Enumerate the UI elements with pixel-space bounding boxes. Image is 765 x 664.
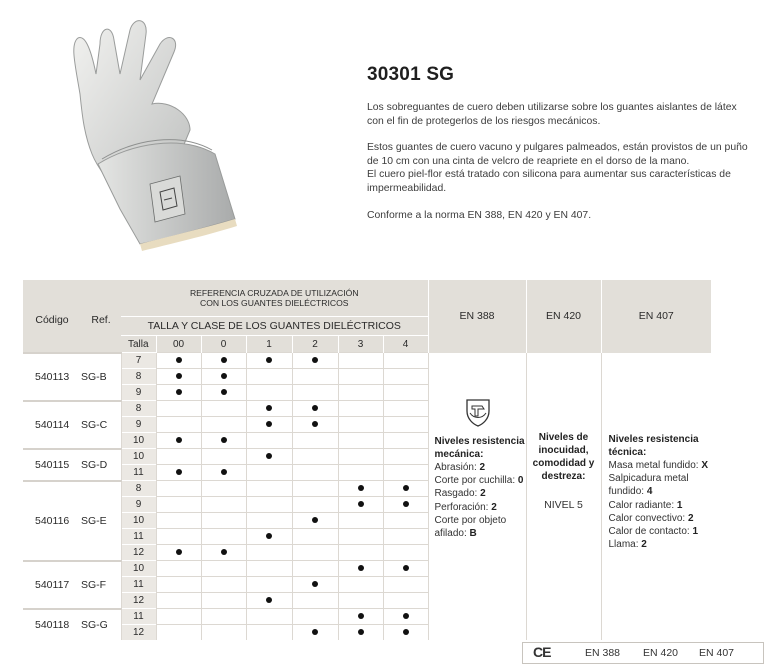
compatibility-dot-icon xyxy=(403,629,409,635)
talla-cell: 9 xyxy=(121,417,156,433)
class-3: 3 xyxy=(338,336,383,353)
class-cell-00 xyxy=(156,401,201,417)
class-cell-00 xyxy=(156,353,201,369)
class-cell-4 xyxy=(383,529,428,545)
class-cell-4 xyxy=(383,417,428,433)
talla-cell: 11 xyxy=(121,529,156,545)
compatibility-dot-icon xyxy=(176,549,182,555)
class-cell-3 xyxy=(338,625,383,641)
class-cell-2 xyxy=(292,577,338,593)
header-en388: EN 388 xyxy=(428,280,526,353)
class-cell-2 xyxy=(292,481,338,497)
en388-item: Rasgado: 2 xyxy=(434,488,486,500)
en388-item: Corte por objeto afilado: B xyxy=(434,514,507,539)
class-cell-2 xyxy=(292,625,338,641)
compatibility-dot-icon xyxy=(358,501,364,507)
talla-cell: 7 xyxy=(121,353,156,369)
class-cell-1 xyxy=(246,497,292,513)
class-2: 2 xyxy=(292,336,338,353)
class-cell-0 xyxy=(201,401,246,417)
talla-cell: 11 xyxy=(121,609,156,625)
class-cell-4 xyxy=(383,433,428,449)
class-cell-4 xyxy=(383,353,428,369)
class-cell-0 xyxy=(201,545,246,561)
class-cell-2 xyxy=(292,529,338,545)
compatibility-dot-icon xyxy=(403,565,409,571)
cross-reference-heading xyxy=(121,280,428,317)
class-cell-4 xyxy=(383,481,428,497)
compatibility-dot-icon xyxy=(403,501,409,507)
class-cell-1 xyxy=(246,609,292,625)
en420-level: NIVEL 5 xyxy=(544,499,583,512)
compatibility-dot-icon xyxy=(221,469,227,475)
class-cell-1 xyxy=(246,385,292,401)
en407-item: Calor radiante: 1 xyxy=(608,499,683,511)
class-cell-4 xyxy=(383,449,428,465)
compatibility-dot-icon xyxy=(358,565,364,571)
glove-product-image xyxy=(40,4,265,259)
footer-norm-en388: EN 388 xyxy=(585,647,621,659)
class-cell-00 xyxy=(156,385,201,401)
compatibility-dot-icon xyxy=(176,389,182,395)
en420-details xyxy=(526,353,601,641)
class-cell-1 xyxy=(246,369,292,385)
certification-footer xyxy=(522,642,764,664)
table-row xyxy=(23,353,711,369)
en407-item: Calor de contacto: 1 xyxy=(608,525,699,537)
description-paragraph-3: El cuero piel-flor está tratado con silicona para aumentar sus características de impermeabilidad. xyxy=(367,169,731,194)
en407-item: Llama: 2 xyxy=(608,539,647,551)
class-cell-4 xyxy=(383,513,428,529)
talla-cell: 12 xyxy=(121,593,156,609)
class-cell-2 xyxy=(292,369,338,385)
class-cell-0 xyxy=(201,353,246,369)
class-cell-00 xyxy=(156,561,201,577)
class-cell-3 xyxy=(338,449,383,465)
compatibility-dot-icon xyxy=(358,629,364,635)
compatibility-dot-icon xyxy=(312,629,318,635)
class-cell-2 xyxy=(292,433,338,449)
en407-item: Calor convectivo: 2 xyxy=(608,512,694,524)
product-ref: SG-B xyxy=(81,353,121,401)
class-cell-2 xyxy=(292,561,338,577)
product-ref: SG-C xyxy=(81,401,121,449)
compatibility-dot-icon xyxy=(312,517,318,523)
class-cell-00 xyxy=(156,481,201,497)
class-cell-3 xyxy=(338,401,383,417)
class-cell-1 xyxy=(246,577,292,593)
en407-heading: Niveles resistencia técnica: xyxy=(608,433,699,458)
class-cell-3 xyxy=(338,545,383,561)
product-ref: SG-F xyxy=(81,561,121,609)
class-cell-3 xyxy=(338,513,383,529)
class-cell-1 xyxy=(246,513,292,529)
compatibility-dot-icon xyxy=(266,405,272,411)
product-code: 540114 xyxy=(23,401,81,449)
compatibility-dot-icon xyxy=(176,437,182,443)
class-cell-1 xyxy=(246,593,292,609)
class-cell-1 xyxy=(246,561,292,577)
description-paragraph-2: Estos guantes de cuero vacuno y pulgares palmeados, están provistos de un puño de 10 cm con una cinta de velcro de reapriete en el dorso de la mano. xyxy=(367,142,748,167)
class-cell-0 xyxy=(201,529,246,545)
class-cell-00 xyxy=(156,625,201,641)
header-ref: Ref. xyxy=(81,280,121,353)
class-cell-0 xyxy=(201,417,246,433)
talla-cell: 8 xyxy=(121,401,156,417)
class-cell-0 xyxy=(201,385,246,401)
talla-cell: 9 xyxy=(121,385,156,401)
class-cell-00 xyxy=(156,529,201,545)
en388-heading: Niveles resistencia mecánica: xyxy=(434,435,525,460)
en407-item: Masa metal fundido: X xyxy=(608,459,709,471)
talla-cell: 12 xyxy=(121,545,156,561)
class-cell-2 xyxy=(292,545,338,561)
class-cell-4 xyxy=(383,609,428,625)
class-cell-1 xyxy=(246,401,292,417)
class-cell-0 xyxy=(201,449,246,465)
class-1: 1 xyxy=(246,336,292,353)
compatibility-dot-icon xyxy=(176,373,182,379)
class-cell-4 xyxy=(383,465,428,481)
en388-item: Abrasión: 2 xyxy=(434,461,486,473)
class-cell-2 xyxy=(292,497,338,513)
class-cell-3 xyxy=(338,369,383,385)
class-cell-00 xyxy=(156,545,201,561)
class-cell-00 xyxy=(156,593,201,609)
talla-cell: 12 xyxy=(121,625,156,641)
header-codigo: Código xyxy=(23,280,81,353)
class-cell-4 xyxy=(383,577,428,593)
class-4: 4 xyxy=(383,336,428,353)
class-cell-3 xyxy=(338,529,383,545)
compatibility-dot-icon xyxy=(312,581,318,587)
compatibility-dot-icon xyxy=(176,357,182,363)
class-cell-1 xyxy=(246,449,292,465)
class-cell-3 xyxy=(338,385,383,401)
product-code: 540116 xyxy=(23,481,81,561)
product-code: 540113 xyxy=(23,353,81,401)
talla-cell: 10 xyxy=(121,513,156,529)
class-cell-3 xyxy=(338,561,383,577)
en420-heading: Niveles de inocuidad, comodidad y destreza: xyxy=(532,431,595,483)
talla-cell: 8 xyxy=(121,369,156,385)
compatibility-dot-icon xyxy=(312,405,318,411)
cross-reference-heading-line-1: REFERENCIA CRUZADA DE UTILIZACIÓN xyxy=(189,288,359,298)
talla-cell: 8 xyxy=(121,481,156,497)
product-code: 540115 xyxy=(23,449,81,481)
class-cell-4 xyxy=(383,593,428,609)
class-00: 00 xyxy=(156,336,201,353)
class-0: 0 xyxy=(201,336,246,353)
compatibility-dot-icon xyxy=(221,373,227,379)
class-cell-1 xyxy=(246,529,292,545)
class-cell-00 xyxy=(156,433,201,449)
class-cell-4 xyxy=(383,385,428,401)
product-title: 30301 SG xyxy=(367,64,455,85)
class-cell-2 xyxy=(292,513,338,529)
class-cell-0 xyxy=(201,497,246,513)
class-cell-3 xyxy=(338,433,383,449)
talla-cell: 11 xyxy=(121,465,156,481)
class-cell-2 xyxy=(292,385,338,401)
class-cell-0 xyxy=(201,481,246,497)
class-cell-0 xyxy=(201,625,246,641)
class-cell-0 xyxy=(201,593,246,609)
class-cell-4 xyxy=(383,401,428,417)
product-code: 540117 xyxy=(23,561,81,609)
class-cell-2 xyxy=(292,465,338,481)
en388-item: Perforación: 2 xyxy=(434,501,497,513)
class-cell-3 xyxy=(338,593,383,609)
class-cell-1 xyxy=(246,481,292,497)
class-cell-3 xyxy=(338,353,383,369)
description-paragraph-1: Los sobreguantes de cuero deben utilizarse sobre los guantes aislantes de látex con el fin de protegerlos de los riesgos mecánicos. xyxy=(367,102,737,127)
class-cell-3 xyxy=(338,497,383,513)
footer-norm-en407: EN 407 xyxy=(699,647,735,659)
class-cell-3 xyxy=(338,465,383,481)
class-cell-1 xyxy=(246,417,292,433)
en388-details xyxy=(428,353,526,641)
class-cell-3 xyxy=(338,481,383,497)
compatibility-dot-icon xyxy=(221,357,227,363)
compatibility-dot-icon xyxy=(221,389,227,395)
class-cell-0 xyxy=(201,561,246,577)
en407-details xyxy=(601,353,711,641)
header-en407: EN 407 xyxy=(601,280,711,353)
compatibility-dot-icon xyxy=(266,453,272,459)
compatibility-dot-icon xyxy=(266,357,272,363)
talla-cell: 10 xyxy=(121,433,156,449)
talla-heading: Talla xyxy=(121,336,156,353)
class-cell-4 xyxy=(383,497,428,513)
class-cell-0 xyxy=(201,465,246,481)
class-cell-00 xyxy=(156,577,201,593)
class-cell-00 xyxy=(156,497,201,513)
footer-norm-en420: EN 420 xyxy=(643,647,679,659)
class-cell-0 xyxy=(201,369,246,385)
en407-item: Salpicadura metal fundido: 4 xyxy=(608,473,689,498)
compatibility-dot-icon xyxy=(221,549,227,555)
class-cell-00 xyxy=(156,449,201,465)
class-cell-1 xyxy=(246,625,292,641)
en388-item: Corte por cuchilla: 0 xyxy=(434,475,524,487)
class-cell-4 xyxy=(383,545,428,561)
talla-cell: 10 xyxy=(121,449,156,465)
product-ref: SG-G xyxy=(81,609,121,641)
class-cell-0 xyxy=(201,513,246,529)
class-cell-00 xyxy=(156,465,201,481)
class-cell-0 xyxy=(201,433,246,449)
class-cell-2 xyxy=(292,449,338,465)
class-cell-00 xyxy=(156,609,201,625)
talla-cell: 10 xyxy=(121,561,156,577)
header-en420: EN 420 xyxy=(526,280,601,353)
product-ref: SG-E xyxy=(81,481,121,561)
compatibility-dot-icon xyxy=(266,421,272,427)
class-cell-2 xyxy=(292,609,338,625)
class-cell-2 xyxy=(292,353,338,369)
class-cell-3 xyxy=(338,577,383,593)
hammer-shield-icon xyxy=(465,397,491,427)
compatibility-dot-icon xyxy=(312,421,318,427)
product-ref: SG-D xyxy=(81,449,121,481)
class-cell-4 xyxy=(383,561,428,577)
class-cell-3 xyxy=(338,417,383,433)
class-cell-1 xyxy=(246,353,292,369)
class-cell-0 xyxy=(201,609,246,625)
compatibility-dot-icon xyxy=(403,485,409,491)
talla-cell: 11 xyxy=(121,577,156,593)
compatibility-dot-icon xyxy=(403,613,409,619)
description-paragraph-4: Conforme a la norma EN 388, EN 420 y EN 407. xyxy=(367,209,592,221)
cross-reference-table xyxy=(23,280,711,640)
ce-mark: CE xyxy=(533,644,551,660)
talla-clase-heading: TALLA Y CLASE DE LOS GUANTES DIELÉCTRICOS xyxy=(121,317,428,336)
class-cell-0 xyxy=(201,577,246,593)
compatibility-dot-icon xyxy=(266,533,272,539)
compatibility-dot-icon xyxy=(221,437,227,443)
cross-reference-heading-line-2: CON LOS GUANTES DIELÉCTRICOS xyxy=(199,298,349,308)
class-cell-2 xyxy=(292,417,338,433)
class-cell-4 xyxy=(383,625,428,641)
compatibility-dot-icon xyxy=(358,613,364,619)
class-cell-00 xyxy=(156,369,201,385)
class-cell-1 xyxy=(246,433,292,449)
class-cell-2 xyxy=(292,401,338,417)
class-cell-4 xyxy=(383,369,428,385)
compatibility-dot-icon xyxy=(312,357,318,363)
class-cell-2 xyxy=(292,593,338,609)
class-cell-00 xyxy=(156,417,201,433)
class-cell-1 xyxy=(246,465,292,481)
talla-cell: 9 xyxy=(121,497,156,513)
compatibility-dot-icon xyxy=(176,469,182,475)
product-description xyxy=(367,101,752,222)
class-cell-1 xyxy=(246,545,292,561)
class-cell-3 xyxy=(338,609,383,625)
compatibility-dot-icon xyxy=(266,597,272,603)
class-cell-00 xyxy=(156,513,201,529)
product-code: 540118 xyxy=(23,609,81,641)
compatibility-dot-icon xyxy=(358,485,364,491)
